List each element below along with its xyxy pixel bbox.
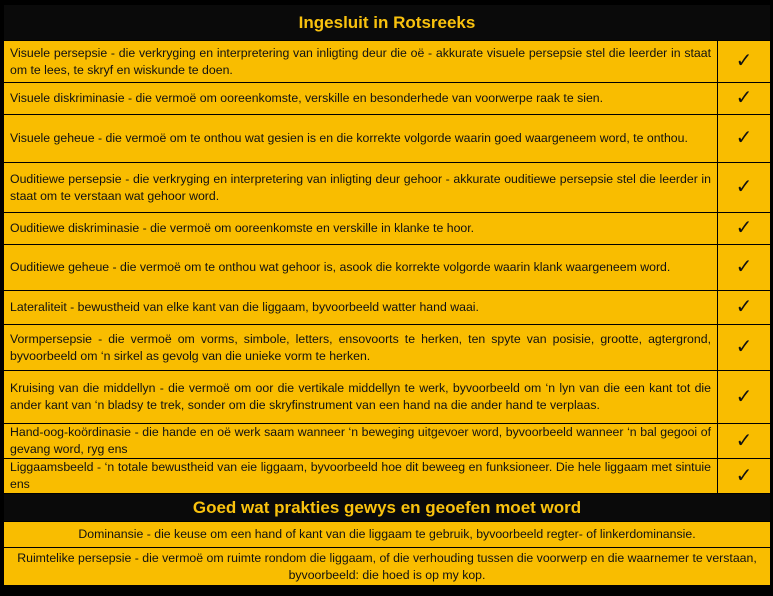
row-description: Visuele geheue - die vermoë om te onthou wat gesien is en die korrekte volgorde waarin goed waargeneem word, te onthou. xyxy=(4,115,718,163)
table-row xyxy=(4,371,771,424)
row-description: Ouditiewe geheue - die vermoë om te onthou wat gehoor is, asook die korrekte volgorde waarin klank waargeneem word. xyxy=(4,245,718,291)
row-description: Liggaamsbeeld - ‘n totale bewustheid van eie liggaam, byvoorbeeld hoe dit beweeg en funksioneer. Die hele liggaam met sintuie ens xyxy=(4,459,718,494)
table-row xyxy=(4,522,771,548)
table-row xyxy=(4,459,771,494)
table-row xyxy=(4,163,771,213)
checkmark-icon: ✓ xyxy=(718,424,771,459)
row-description: Visuele persepsie - die verkryging en interpretering van inligting deur die oë - akkurate visuele persepsie stel die leerder in staat om te lees, te skryf en wiskunde te doen. xyxy=(4,41,718,83)
checkmark-icon: ✓ xyxy=(718,163,771,213)
checkmark-icon: ✓ xyxy=(718,213,771,245)
section-title-included: Ingesluit in Rotsreeks xyxy=(4,5,771,41)
skills-table xyxy=(3,4,771,586)
row-description: Ouditiewe diskriminasie - die vermoë om ooreenkomste en verskille in klanke te hoor. xyxy=(4,213,718,245)
table-row xyxy=(4,83,771,115)
checkmark-icon: ✓ xyxy=(718,83,771,115)
row-description: Lateraliteit - bewustheid van elke kant van die liggaam, byvoorbeeld watter hand waai. xyxy=(4,291,718,325)
table-row xyxy=(4,245,771,291)
row-description: Ouditiewe persepsie - die verkryging en interpretering van inligting deur gehoor - akkurate ouditiewe persepsie stel die leerder in staat om te verstaan wat gehoor word. xyxy=(4,163,718,213)
section-header-row xyxy=(4,5,771,41)
table-row xyxy=(4,325,771,371)
table-row xyxy=(4,291,771,325)
section-title-practice: Goed wat prakties gewys en geoefen moet word xyxy=(4,494,771,522)
checkmark-icon: ✓ xyxy=(718,41,771,83)
table-row xyxy=(4,115,771,163)
row-description: Kruising van die middellyn - die vermoë om oor die vertikale middellyn te werk, byvoorbeeld om ‘n lyn van die een kant tot die ander kant van ‘n bladsy te trek, sonder om die skryfinstrument van een hand na die ander hand te verplaas. xyxy=(4,371,718,424)
table-row xyxy=(4,41,771,83)
checkmark-icon: ✓ xyxy=(718,115,771,163)
checkmark-icon: ✓ xyxy=(718,459,771,494)
table-row xyxy=(4,548,771,586)
row-description: Vormpersepsie - die vermoë om vorms, simbole, letters, ensovoorts te herken, ten spyte van posisie, grootte, agtergrond, byvoorbeeld om ‘n sirkel as gevolg van die unieke vorm te herken. xyxy=(4,325,718,371)
table-row xyxy=(4,213,771,245)
checkmark-icon: ✓ xyxy=(718,245,771,291)
table-row xyxy=(4,424,771,459)
practice-row-description: Dominansie - die keuse om een hand of kant van die liggaam te gebruik, byvoorbeeld regter- of linkerdominansie. xyxy=(4,522,771,548)
checkmark-icon: ✓ xyxy=(718,291,771,325)
section-header-row xyxy=(4,494,771,522)
row-description: Hand-oog-koördinasie - die hande en oë werk saam wanneer ‘n beweging uitgevoer word, byvoorbeeld wanneer ‘n bal gegooi of gevang word, ryg ens xyxy=(4,424,718,459)
checkmark-icon: ✓ xyxy=(718,325,771,371)
row-description: Visuele diskriminasie - die vermoë om ooreenkomste, verskille en besonderhede van voorwerpe raak te sien. xyxy=(4,83,718,115)
practice-row-description: Ruimtelike persepsie - die vermoë om ruimte rondom die liggaam, of die verhouding tussen die voorwerp en die waarnemer te verstaan, byvoorbeeld: die hoed is op my kop. xyxy=(4,548,771,586)
checkmark-icon: ✓ xyxy=(718,371,771,424)
